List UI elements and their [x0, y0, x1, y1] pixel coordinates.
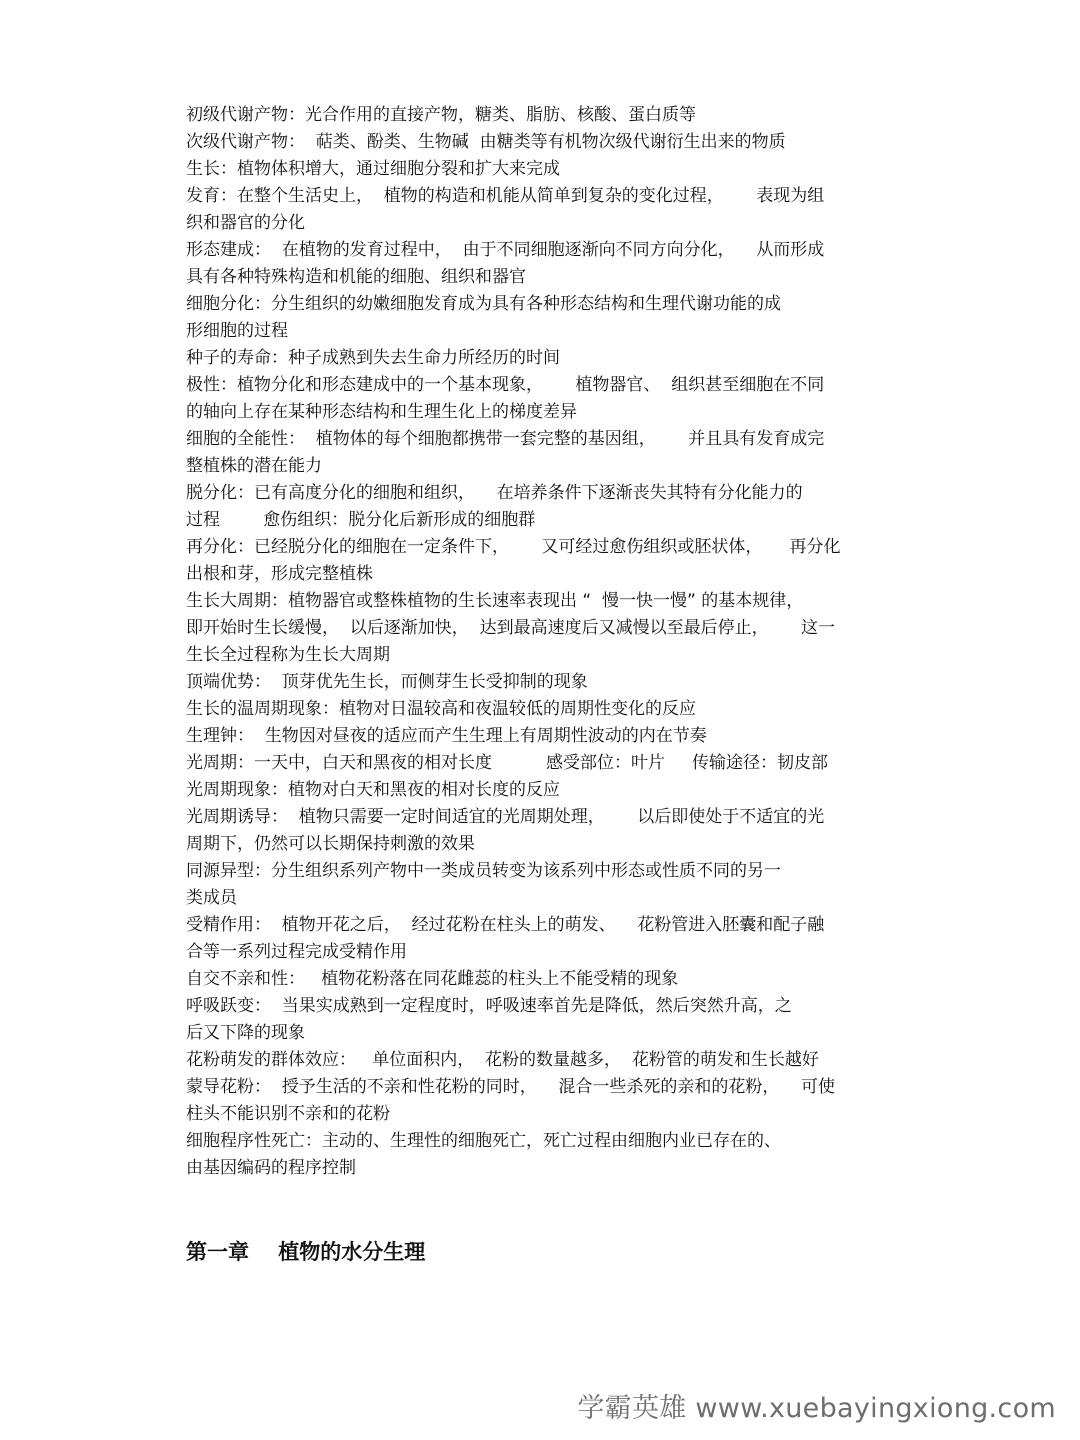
text-line: 细胞的全能性： 植物体的每个细胞都携带一套完整的基因组， 并且具有发育成完 [186, 429, 825, 449]
text-line: 光周期现象：植物对白天和黑夜的相对长度的反应 [186, 780, 560, 800]
text-line: 形细胞的过程 [186, 321, 288, 341]
site-watermark: 学霸英雄 www.xuebayingxiong.com [577, 1393, 1056, 1424]
text-line: 生长大周期：植物器官或整株植物的生长速率表现出 “ 慢一快一慢” 的基本规律， [186, 591, 804, 611]
text-line: 次级代谢产物： 萜类、酚类、生物碱 由糖类等有机物次级代谢衍生出来的物质 [186, 132, 786, 152]
text-line: 合等一系列过程完成受精作用 [186, 942, 407, 962]
text-line: 柱头不能识别不亲和的花粉 [186, 1104, 390, 1124]
text-line: 发育：在整个生活史上， 植物的构造和机能从简单到复杂的变化过程， 表现为组 [186, 186, 825, 206]
text-line: 种子的寿命：种子成熟到失去生命力所经历的时间 [186, 348, 560, 368]
text-line: 生长的温周期现象：植物对日温较高和夜温较低的周期性变化的反应 [186, 699, 696, 719]
text-line: 生长全过程称为生长大周期 [186, 645, 390, 665]
text-line: 花粉萌发的群体效应： 单位面积内， 花粉的数量越多， 花粉管的萌发和生长越好 [186, 1050, 819, 1070]
text-line: 同源异型：分生组织系列产物中一类成员转变为该系列中形态或性质不同的另一 [186, 861, 781, 881]
text-line: 生长：植物体积增大，通过细胞分裂和扩大来完成 [186, 159, 560, 179]
text-line: 蒙导花粉： 授予生活的不亲和性花粉的同时， 混合一些杀死的亲和的花粉， 可使 [186, 1077, 836, 1097]
text-line: 再分化：已经脱分化的细胞在一定条件下， 又可经过愈伤组织或胚状体， 再分化 [186, 537, 841, 557]
text-line: 类成员 [186, 888, 237, 908]
text-line: 细胞分化：分生组织的幼嫩细胞发育成为具有各种形态结构和生理代谢功能的成 [186, 294, 781, 314]
text-line: 初级代谢产物：光合作用的直接产物，糖类、脂肪、核酸、蛋白质等 [186, 105, 696, 125]
glossary-text-block [186, 102, 906, 1182]
text-line: 织和器官的分化 [186, 213, 305, 233]
text-line: 的轴向上存在某种形态结构和生理生化上的梯度差异 [186, 402, 577, 422]
text-line: 周期下，仍然可以长期保持刺激的效果 [186, 834, 475, 854]
text-line: 即开始时生长缓慢， 以后逐渐加快， 达到最高速度后又减慢以至最后停止， 这一 [186, 618, 836, 638]
text-line: 后又下降的现象 [186, 1023, 305, 1043]
text-line: 细胞程序性死亡：主动的、生理性的细胞死亡，死亡过程由细胞内业已存在的、 [186, 1131, 781, 1151]
text-line: 顶端优势： 顶芽优先生长，而侧芽生长受抑制的现象 [186, 672, 588, 692]
text-line: 脱分化：已有高度分化的细胞和组织， 在培养条件下逐渐丧失其特有分化能力的 [186, 483, 803, 503]
text-line: 光周期诱导： 植物只需要一定时间适宜的光周期处理， 以后即使处于不适宜的光 [186, 807, 825, 827]
text-line: 呼吸跃变： 当果实成熟到一定程度时，呼吸速率首先是降低，然后突然升高，之 [186, 996, 792, 1016]
text-line: 极性：植物分化和形态建成中的一个基本现象， 植物器官、 组织甚至细胞在不同 [186, 375, 825, 395]
text-line: 出根和芽，形成完整植株 [186, 564, 373, 584]
text-line: 光周期：一天中，白天和黑夜的相对长度 感受部位：叶片 传输途径：韧皮部 [186, 753, 829, 773]
chapter-heading: 第一章 植物的水分生理 [186, 1240, 426, 1264]
text-line: 整植株的潜在能力 [186, 456, 322, 476]
text-line: 形态建成： 在植物的发育过程中， 由于不同细胞逐渐向不同方向分化， 从而形成 [186, 240, 825, 260]
text-line: 受精作用： 植物开花之后， 经过花粉在柱头上的萌发、 花粉管进入胚囊和配子融 [186, 915, 825, 935]
text-line: 自交不亲和性： 植物花粉落在同花雌蕊的柱头上不能受精的现象 [186, 969, 679, 989]
text-line: 生理钟： 生物因对昼夜的适应而产生生理上有周期性波动的内在节奏 [186, 726, 707, 746]
text-line: 过程 愈伤组织：脱分化后新形成的细胞群 [186, 510, 536, 530]
text-line: 具有各种特殊构造和机能的细胞、组织和器官 [186, 267, 526, 287]
text-line: 由基因编码的程序控制 [186, 1158, 356, 1178]
